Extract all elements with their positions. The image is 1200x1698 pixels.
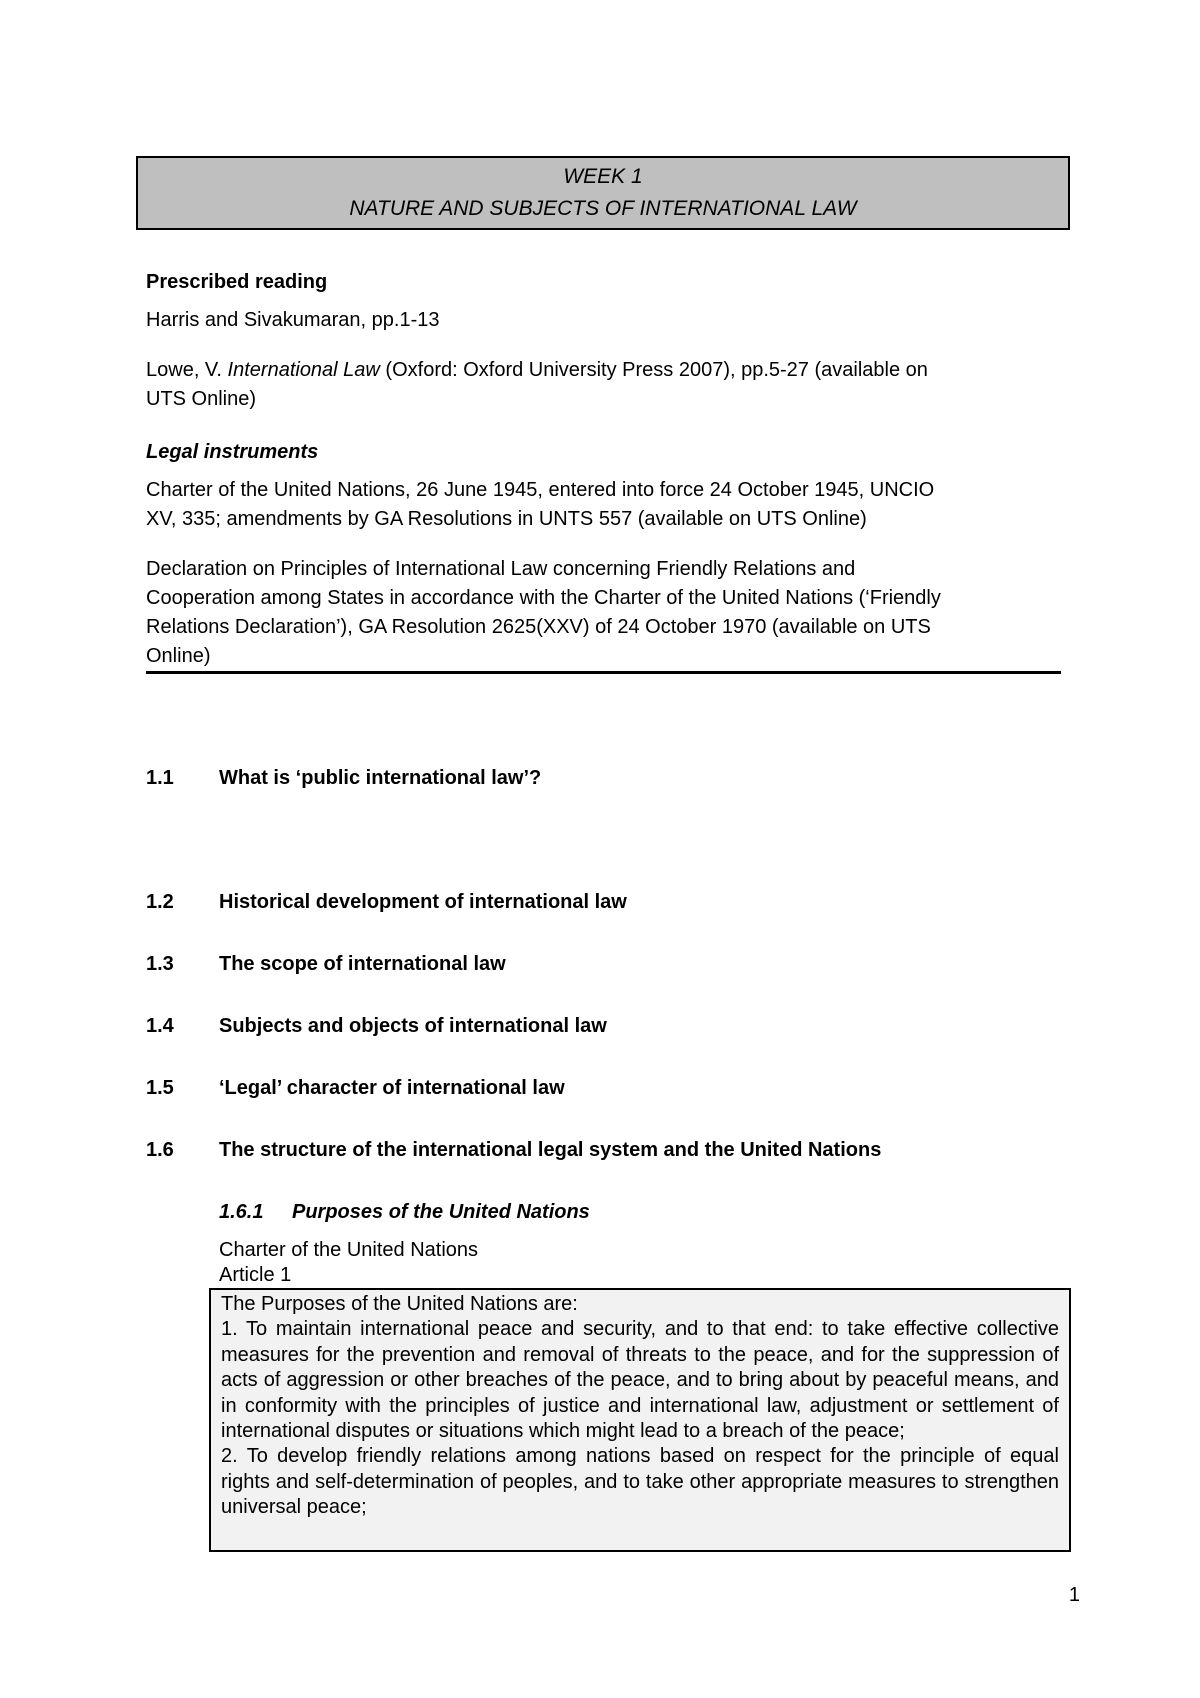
source-title: Charter of the United Nations — [219, 1239, 479, 1261]
section-1-1 — [146, 765, 541, 791]
section-1-3 — [146, 951, 506, 977]
section-title: ‘Legal’ character of international law — [219, 1077, 565, 1099]
reading-author: Lowe, V. — [146, 359, 228, 381]
section-1-6 — [146, 1137, 881, 1163]
divider-rule — [146, 671, 1061, 674]
legal-instrument-2 — [146, 555, 1066, 671]
section-title: Subjects and objects of international law — [219, 1015, 607, 1037]
section-title: What is ‘public international law’? — [219, 767, 542, 789]
section-1-4 — [146, 1013, 607, 1039]
section-number: 1.6 — [146, 1139, 174, 1161]
section-number: 1.5 — [146, 1077, 174, 1099]
legal-instrument-2-line-2: Cooperation among States in accordance with the Charter of the United Nations (‘Friendly — [146, 587, 941, 609]
reading-book-title: International Law — [227, 359, 380, 381]
legal-instrument-2-line-3: Relations Declaration’), GA Resolution 2625(XXV) of 24 October 1970 (available on UTS — [146, 616, 931, 638]
legal-instrument-1 — [146, 476, 1066, 534]
section-title: Historical development of international law — [219, 891, 627, 913]
article-label: Article 1 — [219, 1264, 292, 1286]
prescribed-reading-item-1: Harris and Sivakumaran, pp.1-13 — [146, 309, 440, 331]
section-number: 1.2 — [146, 891, 174, 913]
quote-paragraph-1: 1. To maintain international peace and security, and to that end: to take effective collective measures for the prevention and removal of threats to the peace, and for the suppression of acts of aggression or other breaches of the peace, and to bring about by peaceful means, and in conformity with the principles of justice and international law, adjustment or settlement of international disputes or situations which might lead to a breach of the peace; — [221, 1318, 1059, 1443]
reading-details-cont: UTS Online) — [146, 388, 257, 410]
legal-instrument-1-line-2: XV, 335; amendments by GA Resolutions in UNTS 557 (available on UTS Online) — [146, 508, 867, 530]
section-title: The scope of international law — [219, 953, 506, 975]
section-number: 1.4 — [146, 1015, 174, 1037]
subsection-title: Purposes of the United Nations — [292, 1201, 590, 1223]
quote-intro: The Purposes of the United Nations are: — [221, 1293, 578, 1315]
charter-quote-box — [209, 1288, 1071, 1552]
reading-details: (Oxford: Oxford University Press 2007), pp.5-27 (available on — [379, 359, 928, 381]
legal-instrument-1-line-1: Charter of the United Nations, 26 June 1945, entered into force 24 October 1945, UNCIO — [146, 479, 935, 501]
subsection-1-6-1 — [219, 1199, 590, 1225]
legal-instrument-2-line-4: Online) — [146, 645, 211, 667]
week-title: NATURE AND SUBJECTS OF INTERNATIONAL LAW — [349, 197, 857, 220]
section-1-5 — [146, 1075, 565, 1101]
subsection-number: 1.6.1 — [219, 1201, 264, 1223]
legal-instruments-heading: Legal instruments — [146, 441, 319, 463]
quote-paragraph-2: 2. To develop friendly relations among nations based on respect for the principle of equal rights and self-determination of peoples, and to take other appropriate measures to strengthen universal peace; — [221, 1445, 1059, 1519]
section-number: 1.3 — [146, 953, 174, 975]
section-1-2 — [146, 889, 627, 915]
page-number: 1 — [1068, 1584, 1080, 1606]
prescribed-reading-heading: Prescribed reading — [146, 271, 328, 293]
section-number: 1.1 — [146, 767, 174, 789]
week-label: WEEK 1 — [563, 165, 643, 188]
prescribed-reading-item-2 — [146, 356, 1066, 414]
legal-instrument-2-line-1: Declaration on Principles of International Law concerning Friendly Relations and — [146, 558, 856, 580]
week-header-box — [136, 156, 1070, 230]
section-title: The structure of the international legal system and the United Nations — [219, 1139, 882, 1161]
